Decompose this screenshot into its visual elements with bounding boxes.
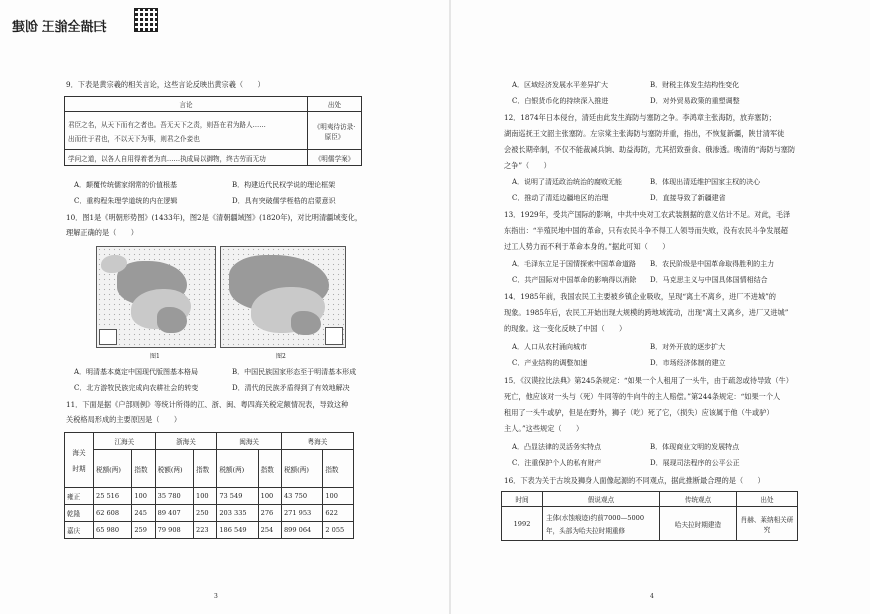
q14-option-b: B．对外开放的逐步扩大 — [650, 343, 726, 351]
q16-source: 肖赫、莱纳相关研究 — [737, 507, 798, 541]
q9-quote-line: 出而仕于君也，不以天下为事，则君之仆妾也 — [68, 134, 200, 143]
page-number-right: 4 — [650, 593, 654, 600]
q15-line: 15．《汉谟拉比法典》第245条规定：“如果一个人租用了一头牛，由于疏忽或待导致（牛） — [504, 376, 793, 385]
q14-option-a: A．人口从农村涌向城市 — [512, 343, 588, 351]
value-cell: 43 750 — [281, 488, 322, 505]
q13-line: 东指出：“半殖民地中国的革命，只有农民斗争不得工人领导而失败，没有农民斗争发展超 — [504, 226, 788, 235]
col-label: 指数 — [194, 450, 217, 488]
q10-option-b: B．中国民族国家形态至于明清基本形成 — [232, 368, 357, 376]
q15-line: 死亡，他应该对一头与（死）牛同等的牛向牛的主人赔偿。”第244条规定：“如果一个人 — [504, 392, 781, 401]
col-label: 税额(两) — [281, 450, 322, 488]
figure2-caption: 图2 — [276, 353, 286, 360]
q14-line: 的现象。这一变化反映了中国（ ） — [504, 324, 627, 333]
q9-header-source: 出处 — [308, 97, 362, 112]
q9-option-d: D．具有突破儒学桎梏的启蒙意识 — [232, 197, 336, 205]
q15-line: 主人。”这些规定（ ） — [504, 424, 584, 433]
q10-stem-line2: 理解正确的是（ ） — [66, 228, 138, 237]
value-cell: 203 335 — [217, 505, 258, 522]
q10-option-c: C．北方游牧民族完成向农耕社会的转变 — [74, 384, 199, 392]
col-label: 指数 — [258, 450, 281, 488]
qing-map-figure2 — [220, 246, 346, 348]
value-cell: 254 — [258, 522, 281, 539]
q13-option-c: C．共产国际对中国革命的影响得以消除 — [512, 276, 637, 284]
q9-option-a: A．颠覆传统儒家纲常的价值根基 — [74, 181, 178, 189]
value-cell: 100 — [258, 488, 281, 505]
q16-hypothesis-line: 主体(水蚀痕迹)约前7000—5000 — [546, 514, 645, 522]
corner-label: 时期 — [72, 465, 86, 473]
table-row — [65, 522, 354, 539]
q12-option-c: C．推动了清廷边疆地区的治理 — [512, 194, 609, 202]
q12-line: 湖南巡抚王文韶主张塞防。左宗棠主张海防与塞防并重，指出，不恢复新疆，陕甘清军徒 — [504, 129, 785, 138]
period-cell: 嘉庆 — [65, 522, 94, 539]
value-cell: 89 407 — [155, 505, 193, 522]
q11-stem-line2: 关税格局形成的主要原因是（ ） — [66, 415, 182, 424]
q12-option-d: D．直接导致了新疆建省 — [650, 194, 726, 202]
q15-option-d: D．展现司法程序的公平公正 — [650, 459, 740, 467]
q9-row-source: 《明夷待访录·原臣》 — [308, 112, 362, 150]
col-label: 税额(两) — [94, 450, 132, 488]
q12-option-b: B．体现出清廷维护国家主权的决心 — [650, 178, 761, 186]
q11-option-d: D．对外贸易政策的重塑调整 — [650, 97, 740, 105]
customs-header: 闽海关 — [217, 433, 282, 450]
q16-header: 传统观点 — [660, 492, 737, 507]
q15-line: 租用了一头牛或驴，但是在野外，狮子（吃）死了它，（损失）应该属于他（牛或驴） — [504, 408, 774, 417]
page-number-left: 3 — [214, 593, 218, 600]
figure1-caption: 图1 — [150, 353, 160, 360]
value-cell: 622 — [323, 505, 354, 522]
q14-line: 现象。1985年后，农民工开始出现大规模的跨地域流动，出现“离土又离乡，进厂又进城” — [504, 308, 789, 317]
q9-option-c: C．重构程朱理学道统的内在逻辑 — [74, 197, 178, 205]
col-label: 指数 — [323, 450, 354, 488]
q9-quote-line: 君臣之名，从天下而有之者也。吾无天下之责，则吾在君为路人…… — [68, 120, 266, 129]
q15-option-c: C．注重保护个人的私有财产 — [512, 459, 602, 467]
value-cell: 276 — [258, 505, 281, 522]
q9-row-source: 《明儒学案》 — [308, 150, 362, 166]
q14-option-d: D．市场经济体制的建立 — [650, 359, 726, 367]
q13-line: 过工人势力而不利于革命本身的。”据此可知（ ） — [504, 242, 670, 251]
q9-stem: 9．下表是黄宗羲的相关言论，这些言论反映出黄宗羲（ ） — [66, 80, 265, 89]
q14-line: 14．1985年前，我国农民工主要被乡镇企业吸收，呈现“离土不离乡，进厂不进城”的 — [504, 292, 776, 301]
q15-option-a: A．凸显法律的灵活务实特点 — [512, 443, 602, 451]
value-cell: 245 — [132, 505, 155, 522]
q14-option-c: C．产业结构的调整加速 — [512, 359, 588, 367]
q16-header: 出处 — [737, 492, 798, 507]
table-row — [502, 507, 798, 541]
q12-line: 之争”（ ） — [504, 161, 551, 170]
value-cell: 65 980 — [94, 522, 132, 539]
col-label: 税额(两) — [217, 450, 258, 488]
table-row — [65, 505, 354, 522]
customs-header: 浙海关 — [155, 433, 217, 450]
value-cell: 100 — [132, 488, 155, 505]
q13-option-a: A．毛泽东立足于国情探索中国革命道路 — [512, 260, 637, 268]
value-cell: 259 — [132, 522, 155, 539]
table-row — [65, 488, 354, 505]
q12-line: 12．1874年日本侵台，清廷由此发生海防与塞防之争。李鸿章主张海防，放弃塞防； — [504, 113, 776, 122]
q9-header-quote: 言论 — [65, 97, 308, 112]
q9-table — [64, 96, 362, 166]
value-cell: 79 908 — [155, 522, 193, 539]
customs-tax-table — [64, 432, 354, 539]
value-cell: 25 516 — [94, 488, 132, 505]
period-cell: 雍正 — [65, 488, 94, 505]
value-cell: 186 549 — [217, 522, 258, 539]
value-cell: 73 549 — [217, 488, 258, 505]
q16-stem: 16．下表为关于古埃及狮身人面像起源的不同观点，据此推断最合理的是（ ） — [504, 476, 765, 485]
value-cell: 250 — [194, 505, 217, 522]
value-cell: 100 — [194, 488, 217, 505]
q16-table — [501, 491, 798, 541]
q16-time: 1992 — [502, 507, 543, 541]
page-fold — [449, 0, 451, 614]
q16-header: 时间 — [502, 492, 543, 507]
value-cell: 223 — [194, 522, 217, 539]
value-cell: 271 953 — [281, 505, 322, 522]
value-cell: 35 780 — [155, 488, 193, 505]
qr-code-icon — [134, 8, 158, 32]
q9-row-quote — [65, 112, 308, 150]
q9-option-b: B．构建近代民权学说的理论框架 — [232, 181, 336, 189]
q10-stem-line1: 10．图1是《明朝形势图》(1433年)，图2是《清朝疆域图》(1820年)，对比明清疆域变化， — [66, 213, 363, 222]
customs-header: 江海关 — [94, 433, 156, 450]
customs-header: 粤海关 — [281, 433, 353, 450]
table-corner-cell — [65, 433, 94, 488]
q9-row-quote: 学问之道，以各人自用得着者为真……执成局以御物，终古劳而无功 — [65, 150, 308, 166]
q13-line: 13．1929年，受共产国际的影响，中共中央对工农武装割据的意义估计不足。对此，毛泽 — [504, 210, 791, 219]
q15-option-b: B．体现商业文明的发展特点 — [650, 443, 740, 451]
q16-traditional: 哈夫拉时期建造 — [660, 507, 737, 541]
value-cell: 100 — [323, 488, 354, 505]
q11-stem-line1: 11．下面是据《户部则例》等统计所得的江、浙、闽、粤四海关税定额情况表，导致这种 — [66, 400, 349, 409]
ming-map-figure1 — [96, 246, 216, 348]
col-label: 税额(两) — [155, 450, 193, 488]
value-cell: 899 064 — [281, 522, 322, 539]
q10-option-a: A．明清基本奠定中国现代版图基本格局 — [74, 368, 199, 376]
q12-line: 会被长期牵制，不仅不能裁减兵饷、助益海防，尤其招致蚕食、俄渗透。晚清的“海防与塞防 — [504, 145, 796, 154]
q11-option-a: A．区域经济发展水平差异扩大 — [512, 81, 609, 89]
q16-hypothesis — [543, 507, 660, 541]
q13-option-d: D．马克思主义与中国具体国情相结合 — [650, 276, 768, 284]
q16-header: 假说观点 — [543, 492, 660, 507]
q16-hypothesis-line: 年，头部为哈夫拉时期重修 — [546, 527, 626, 535]
q11-option-c: C．白银货币化的持续深入推进 — [512, 97, 609, 105]
value-cell: 62 608 — [94, 505, 132, 522]
value-cell: 2 055 — [323, 522, 354, 539]
scanner-watermark: 扫描全能王 创建 — [12, 19, 107, 34]
corner-label: 海关 — [72, 449, 86, 457]
q13-option-b: B．农民阶级是中国革命取得胜利的主力 — [650, 260, 775, 268]
period-cell: 乾隆 — [65, 505, 94, 522]
q12-option-a: A．说明了清廷政治统治的腐败无能 — [512, 178, 623, 186]
q11-option-b: B．财税主体发生结构性变化 — [650, 81, 740, 89]
col-label: 指数 — [132, 450, 155, 488]
q10-option-d: D．清代的民族矛盾得到了有效地解决 — [232, 384, 350, 392]
